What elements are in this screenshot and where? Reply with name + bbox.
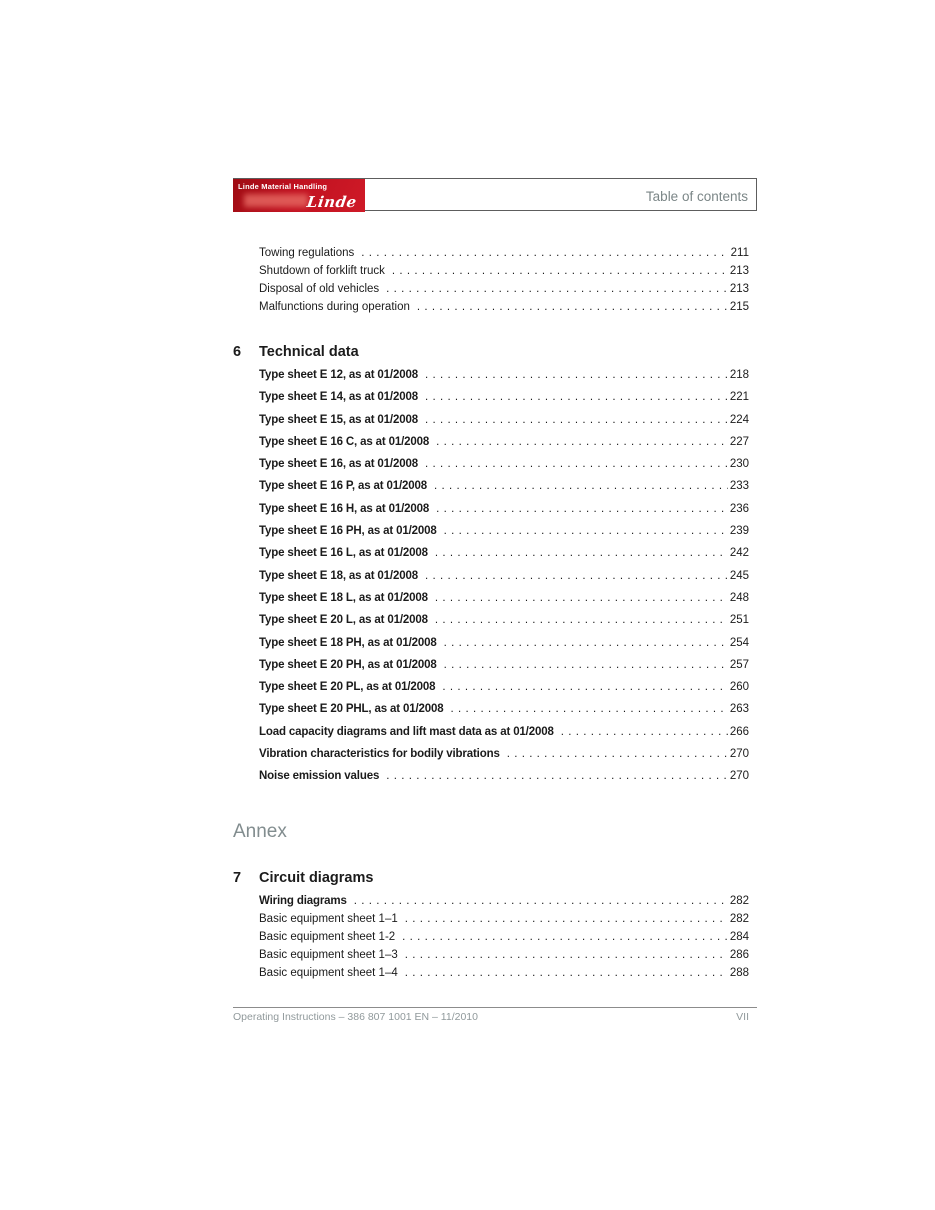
chapter-heading	[233, 868, 757, 888]
toc-entry-label: Type sheet E 16 P, as at 01/2008	[259, 480, 428, 493]
toc-entry-label: Type sheet E 18 PH, as at 01/2008	[259, 636, 437, 649]
chapter-title: Technical data	[259, 344, 359, 360]
chapter-section	[233, 868, 757, 982]
dot-leader	[402, 928, 728, 946]
toc-entry[interactable]	[259, 244, 757, 262]
dot-leader	[451, 698, 728, 720]
part-title: Annex	[233, 820, 287, 842]
toc-entry[interactable]	[259, 386, 757, 408]
toc-entry-page: 227	[729, 435, 749, 448]
page-header	[233, 178, 757, 211]
dot-leader	[386, 765, 728, 787]
dot-leader	[561, 721, 728, 743]
toc-entry[interactable]	[259, 765, 757, 787]
dot-leader	[425, 409, 728, 431]
toc-entry[interactable]	[259, 928, 757, 946]
dot-leader	[354, 892, 728, 910]
toc-entry-label: Vibration characteristics for bodily vibrations	[259, 748, 500, 761]
toc-entry-page: 270	[729, 748, 749, 761]
toc-entry-page: 260	[729, 681, 749, 694]
toc-entry-label: Type sheet E 14, as at 01/2008	[259, 391, 418, 404]
part-section	[233, 819, 757, 845]
toc-entry-page: 245	[729, 569, 749, 582]
dot-leader	[361, 244, 728, 262]
toc-entry-label: Type sheet E 16 PH, as at 01/2008	[259, 525, 437, 538]
toc-entry-label: Type sheet E 20 L, as at 01/2008	[259, 614, 428, 627]
page-footer	[233, 1007, 757, 1023]
toc-entry-page: 284	[729, 930, 749, 943]
toc-entry[interactable]	[259, 565, 757, 587]
entries-section	[233, 244, 757, 316]
linde-logo-box	[233, 179, 365, 212]
toc-entry-page: 224	[729, 413, 749, 426]
toc-entry-label: Shutdown of forklift truck	[259, 265, 385, 277]
toc-entry-label: Basic equipment sheet 1–3	[259, 948, 398, 961]
toc-entry-label: Load capacity diagrams and lift mast data as at 01/2008	[259, 725, 554, 738]
toc-entry-label: Basic equipment sheet 1–4	[259, 966, 398, 979]
toc-entry[interactable]	[259, 632, 757, 654]
toc-document	[233, 178, 757, 982]
toc-entry[interactable]	[259, 892, 757, 910]
dot-leader	[425, 565, 728, 587]
toc-entry[interactable]	[259, 475, 757, 497]
toc-entry-page: 215	[729, 301, 749, 313]
toc-entry-page: 288	[729, 966, 749, 979]
toc-entry[interactable]	[259, 542, 757, 564]
dot-leader	[405, 910, 728, 928]
toc-entry-page: 239	[729, 525, 749, 538]
toc-entry-label: Type sheet E 18 L, as at 01/2008	[259, 591, 428, 604]
toc-entry[interactable]	[259, 364, 757, 386]
chapter-number: 7	[233, 869, 242, 886]
toc-entry[interactable]	[259, 698, 757, 720]
chapter-heading	[233, 342, 757, 362]
toc-entry-label: Type sheet E 18, as at 01/2008	[259, 569, 418, 582]
toc-entry-label: Type sheet E 12, as at 01/2008	[259, 369, 418, 381]
toc-entry[interactable]	[259, 721, 757, 743]
toc-entry-page: 236	[729, 502, 749, 515]
dot-leader	[436, 431, 728, 453]
toc-entry-label: Malfunctions during operation	[259, 301, 410, 313]
dot-leader	[444, 632, 728, 654]
toc-entry[interactable]	[259, 743, 757, 765]
brand-text: Linde Material Handling	[238, 182, 328, 191]
toc-entry[interactable]	[259, 498, 757, 520]
dot-leader	[392, 262, 728, 280]
toc-entry-page: 213	[729, 283, 749, 295]
toc-entry[interactable]	[259, 676, 757, 698]
toc-entry-page: 251	[729, 614, 749, 627]
toc-entry[interactable]	[259, 409, 757, 431]
footer-page-number: VII	[736, 1011, 749, 1023]
toc-entry-label: Towing regulations	[259, 247, 355, 259]
toc-entry[interactable]	[259, 298, 757, 316]
toc-entry-page: 230	[729, 458, 749, 471]
dot-leader	[507, 743, 728, 765]
toc-entry-page: 282	[729, 894, 749, 907]
toc-entry-label: Wiring diagrams	[259, 894, 347, 907]
toc-entry[interactable]	[259, 946, 757, 964]
toc-entry[interactable]	[259, 453, 757, 475]
toc-entry[interactable]	[259, 609, 757, 631]
toc-entry-label: Type sheet E 16 L, as at 01/2008	[259, 547, 428, 560]
toc-entry-page: 221	[729, 391, 749, 404]
toc-entry[interactable]	[259, 587, 757, 609]
toc-entry-page: 233	[729, 480, 749, 493]
chapter-title: Circuit diagrams	[259, 869, 374, 886]
toc-entry-label: Type sheet E 16 H, as at 01/2008	[259, 502, 430, 515]
toc-entry-page: 218	[729, 369, 749, 381]
toc-entry-label: Disposal of old vehicles	[259, 283, 380, 295]
toc-entry[interactable]	[259, 520, 757, 542]
toc-entry-label: Type sheet E 20 PH, as at 01/2008	[259, 658, 437, 671]
dot-leader	[405, 964, 728, 982]
dot-leader	[444, 520, 728, 542]
dot-leader	[435, 609, 728, 631]
toc-entry-page: 282	[729, 912, 749, 925]
toc-entry-label: Type sheet E 16 C, as at 01/2008	[259, 435, 430, 448]
toc-entry-label: Basic equipment sheet 1-2	[259, 930, 396, 943]
dot-leader	[435, 542, 728, 564]
toc-entry-page: 248	[729, 591, 749, 604]
linde-logo: Linde	[306, 193, 359, 211]
dot-leader	[434, 475, 728, 497]
dot-leader	[425, 364, 728, 386]
toc-entry-page: 242	[729, 547, 749, 560]
toc-entry-page: 263	[729, 703, 749, 716]
toc-entry-page: 257	[729, 658, 749, 671]
toc-entry-label: Type sheet E 16, as at 01/2008	[259, 458, 418, 471]
page-title: Table of contents	[645, 189, 748, 204]
dot-leader	[444, 654, 728, 676]
dot-leader	[442, 676, 727, 698]
toc-sections	[233, 244, 757, 982]
dot-leader	[436, 498, 728, 520]
toc-entry[interactable]	[259, 431, 757, 453]
toc-entry[interactable]	[259, 280, 757, 298]
toc-entry[interactable]	[259, 964, 757, 982]
redacted-text-blur	[244, 194, 308, 207]
toc-entry[interactable]	[259, 654, 757, 676]
dot-leader	[425, 453, 728, 475]
toc-entry-page: 266	[729, 725, 749, 738]
toc-entry-page: 286	[729, 948, 749, 961]
toc-entry-page: 213	[729, 265, 749, 277]
toc-entry[interactable]	[259, 262, 757, 280]
footer-doc-reference: Operating Instructions – 386 807 1001 EN – 11/2010	[233, 1011, 478, 1023]
toc-entry-label: Type sheet E 20 PHL, as at 01/2008	[259, 703, 444, 716]
toc-entry-label: Type sheet E 20 PL, as at 01/2008	[259, 681, 436, 694]
chapter-section	[233, 342, 757, 788]
toc-entry-label: Noise emission values	[259, 770, 380, 783]
dot-leader	[417, 298, 728, 316]
dot-leader	[386, 280, 728, 298]
toc-entry[interactable]	[259, 910, 757, 928]
toc-entry-page: 254	[729, 636, 749, 649]
toc-entry-page: 211	[730, 247, 749, 259]
dot-leader	[435, 587, 728, 609]
toc-entry-page: 270	[729, 770, 749, 783]
toc-entry-label: Type sheet E 15, as at 01/2008	[259, 413, 418, 426]
toc-entry-label: Basic equipment sheet 1–1	[259, 912, 398, 925]
chapter-number: 6	[233, 344, 242, 360]
dot-leader	[405, 946, 728, 964]
dot-leader	[425, 386, 728, 408]
